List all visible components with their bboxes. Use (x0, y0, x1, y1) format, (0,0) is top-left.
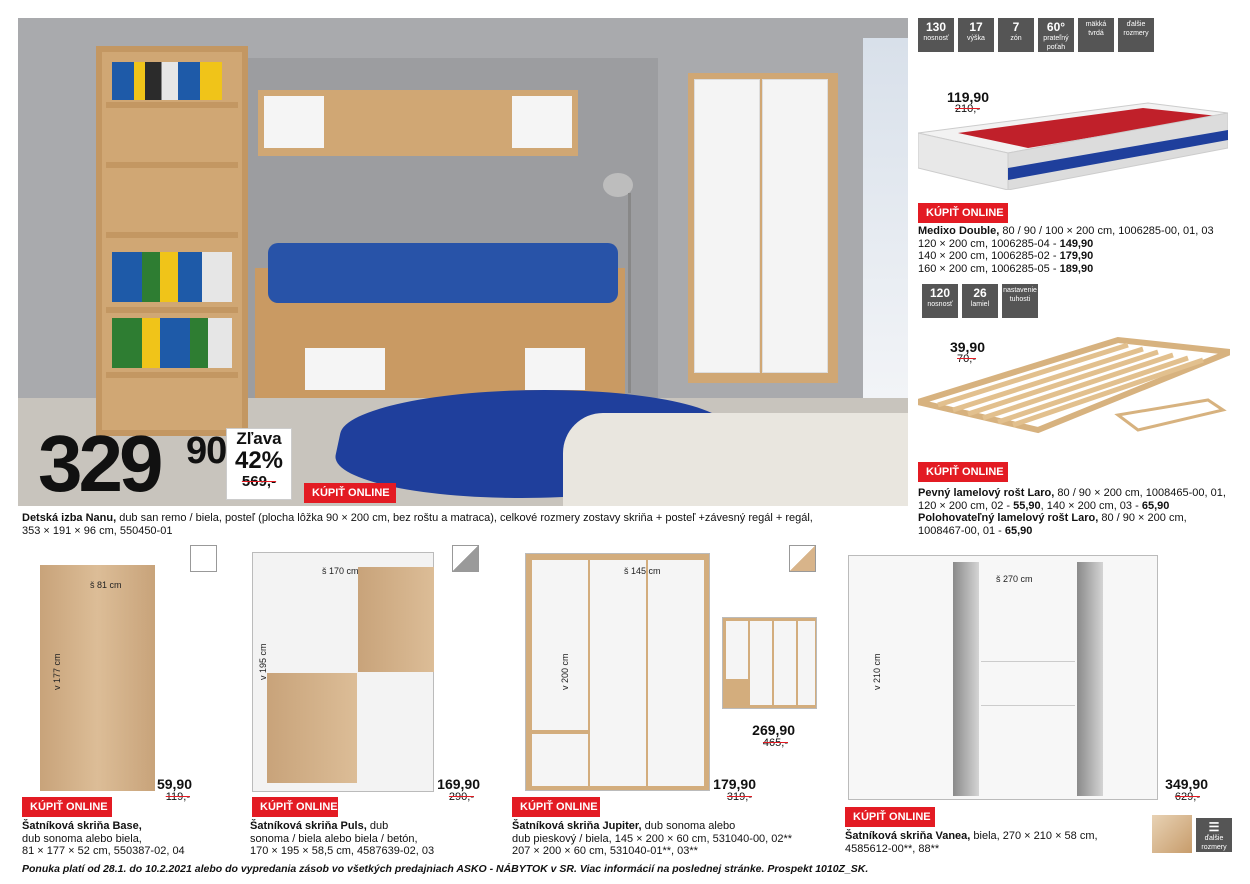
mattress-old-price: 210,- (954, 103, 980, 115)
color-swatch-white-oak (789, 545, 816, 572)
vanea-desc: Šatníková skriňa Vanea, biela, 270 × 210 × 58 cm, 4585612-00**, 88** (845, 830, 1098, 855)
adjust-icon: nastavenie tuhosti (1002, 284, 1038, 318)
puls-wardrobe-image (252, 552, 434, 792)
hero-price-int: 329 (38, 419, 160, 508)
discount-percent: 42% (234, 447, 284, 474)
height-icon: 17 výška (958, 18, 994, 52)
mattress-buy-button[interactable]: KÚPIŤ ONLINE (918, 203, 1008, 223)
vanea-buy-button[interactable]: KÚPIŤ ONLINE (845, 807, 935, 827)
mattress-features (918, 18, 1154, 52)
puls-old-price: 290,- (448, 791, 474, 803)
base-height-label: v 177 cm (52, 653, 62, 690)
slatted-old-price: 70,- (957, 353, 976, 365)
puls-price: 169,90 (437, 776, 480, 792)
hero-price-dec: 90 (186, 430, 227, 472)
vanea-height-label: v 210 cm (872, 653, 882, 690)
jupiter-large-image (722, 617, 817, 709)
sizes-icon: ☰ ďalšie rozmery (1196, 818, 1232, 852)
jupiter-buy-button[interactable]: KÚPIŤ ONLINE (512, 797, 600, 817)
wood-samples-image (1152, 815, 1192, 853)
hero-wardrobe (688, 73, 838, 383)
tall-bookshelf (96, 46, 248, 436)
vanea-old-price: 629,- (1174, 791, 1200, 803)
base-buy-button[interactable]: KÚPIŤ ONLINE (22, 797, 112, 817)
firmness-icon: mäkká tvrdá (1078, 18, 1114, 52)
duvet (268, 243, 618, 303)
jupiter-width-label: š 145 cm (624, 566, 661, 576)
puls-width-label: š 170 cm (322, 566, 359, 576)
puls-desc: Šatníková skriňa Puls, dub sonoma / biela alebo biela / betón, 170 × 195 × 58,5 cm, 4587639-02, 03 (250, 820, 435, 857)
offer-footer: Ponuka platí od 28.1. do 10.2.2021 alebo do vypredania zásob vo všetkých predajniach ASKO - NÁBYTOK v SR. Viac informácií na poslednej stránke. Prospekt 1010Z_SK. (22, 863, 869, 875)
hero-old-price: 569,- (241, 473, 277, 490)
weight-icon: 120 nosnosť (922, 284, 958, 318)
slatted-price: 39,90 (949, 339, 985, 355)
jupiter-old-price: 319,- (726, 791, 752, 803)
color-swatch-white-concrete (452, 545, 479, 572)
vanea-wardrobe-image (848, 555, 1158, 800)
slatted-desc: Pevný lamelový rošt Laro, 80 / 90 × 200 cm, 1008465-00, 01, 120 × 200 cm, 02 - 55,90, 140 × 200 cm, 03 - 65,90 Polohovateľný lamelový rošt Laro, 80 / 90 × 200 cm, 1008467-00, 01 - 65,90 (918, 487, 1226, 537)
vanea-width-label: š 270 cm (996, 574, 1033, 584)
wash-icon: 60° prateľný poťah (1038, 18, 1074, 52)
slatted-buy-button[interactable]: KÚPIŤ ONLINE (918, 462, 1008, 482)
base-width-label: š 81 cm (90, 580, 122, 590)
mattress-price: 119,90 (946, 89, 989, 105)
slats-icon: 26 lamiel (962, 284, 998, 318)
wall-shelf (258, 90, 578, 156)
base-desc: Šatníková skriňa Base, dub sonoma alebo biela, 81 × 177 × 52 cm, 550387-02, 04 (22, 820, 185, 857)
hero-buy-button[interactable]: KÚPIŤ ONLINE (304, 483, 396, 503)
zones-icon: 7 zón (998, 18, 1034, 52)
weight-icon: 130 nosnosť (918, 18, 954, 52)
window (863, 38, 908, 398)
hero-price (38, 419, 227, 508)
jupiter-price: 179,90 (713, 776, 756, 792)
sizes-icon: ďalšie rozmery (1118, 18, 1154, 52)
hero-title: Detská izba Nanu, (22, 512, 117, 524)
puls-buy-button[interactable]: KÚPIŤ ONLINE (252, 797, 338, 817)
jupiter-desc: Šatníková skriňa Jupiter, dub sonoma alebo dub pieskový / biela, 145 × 200 × 60 cm, 531040-00, 02** 207 × 200 × 60 cm, 531040-01**, 03** (512, 820, 793, 857)
hero-description-line2: 353 × 191 × 96 cm, 550450-01 (22, 525, 173, 537)
discount-badge (226, 428, 292, 500)
hero-description: Detská izba Nanu, dub san remo / biela, posteľ (plocha lôžka 90 × 200 cm, bez roštu a matraca), celkové rozmery zostavy skriňa + posteľ +závesný regál + regál, (22, 512, 813, 524)
puls-height-label: v 195 cm (258, 643, 268, 680)
color-swatch-white (190, 545, 217, 572)
jupiter-large-old-price: 465,- (762, 737, 788, 749)
discount-label: Zľava (236, 429, 282, 448)
mattress-desc: Medixo Double, 80 / 90 / 100 × 200 cm, 1006285-00, 01, 03 120 × 200 cm, 1006285-04 - 149,90 140 × 200 cm, 1006285-02 - 179,90 160 × 200 cm, 1006285-05 - 189,90 (918, 225, 1214, 275)
base-price: 59,90 (156, 776, 192, 792)
sofa-throw (563, 413, 908, 506)
vanea-price: 349,90 (1165, 776, 1208, 792)
base-old-price: 119,- (165, 791, 190, 803)
jupiter-large-price: 269,90 (752, 722, 795, 738)
slatted-features (922, 284, 1038, 318)
jupiter-wardrobe-image (525, 553, 710, 791)
jupiter-height-label: v 200 cm (560, 653, 570, 690)
